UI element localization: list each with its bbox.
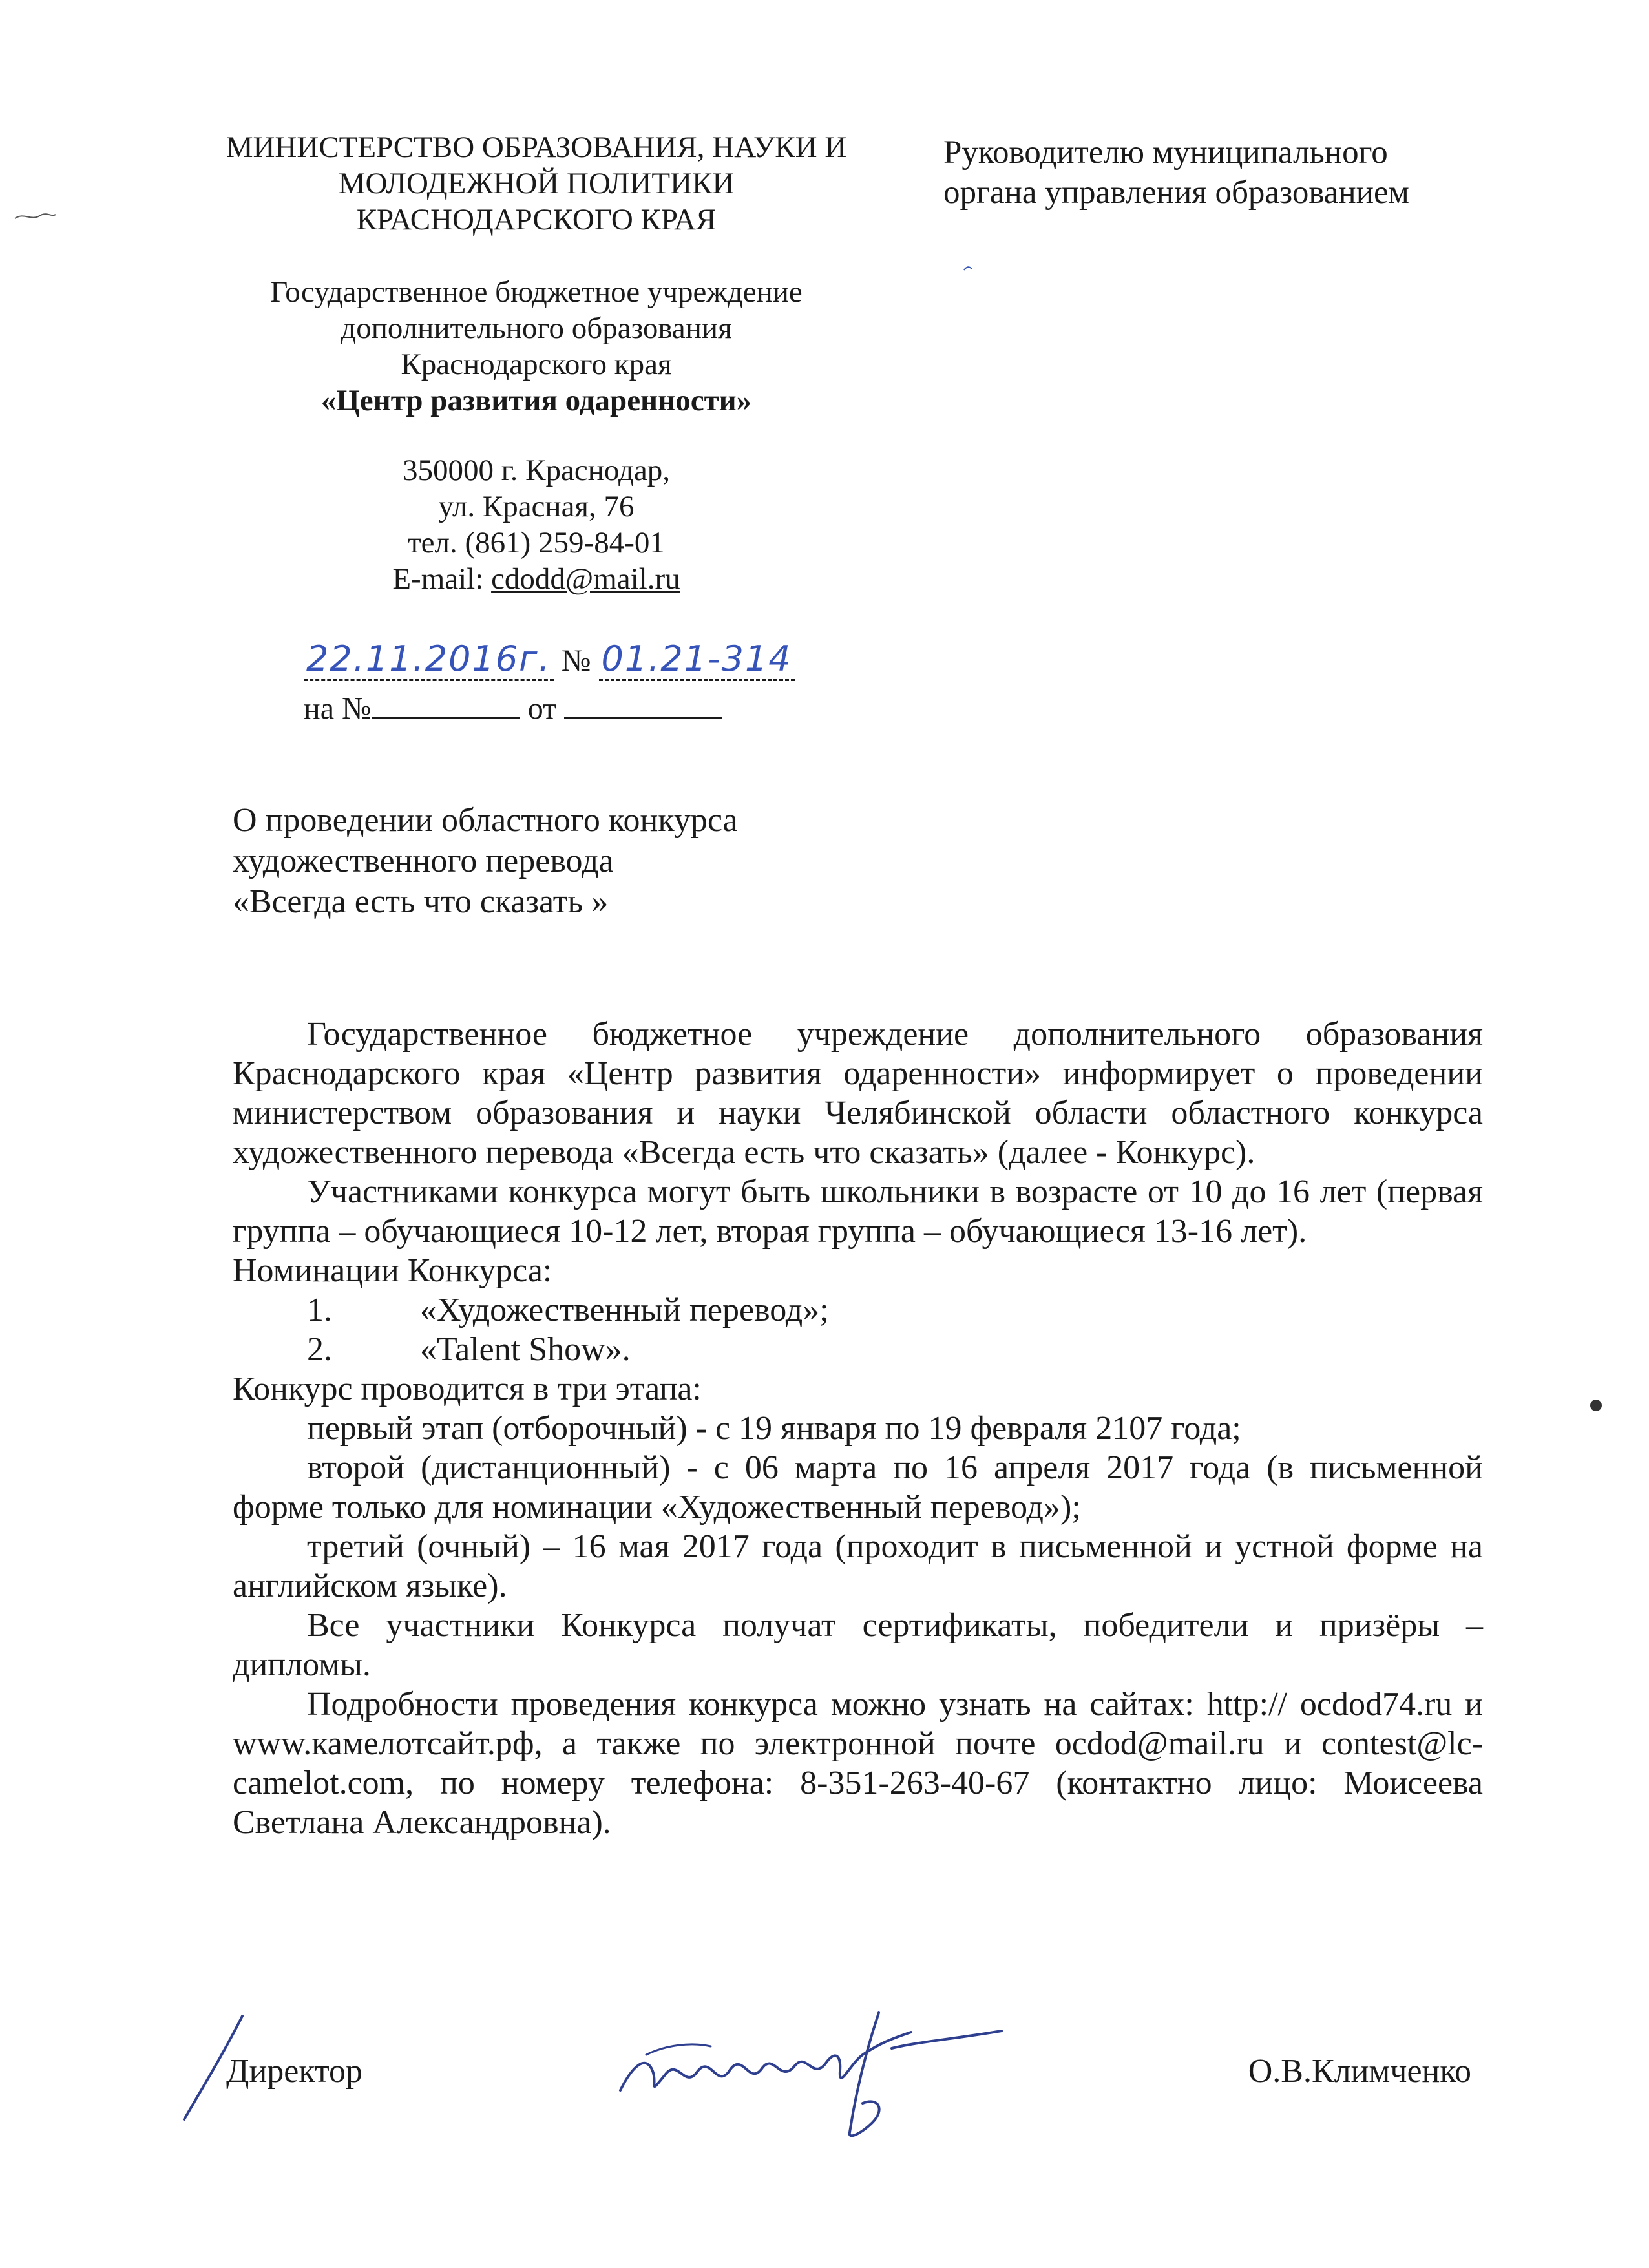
address-street: ул. Красная, 76 (438, 490, 635, 523)
address-city: 350000 г. Краснодар, (402, 454, 671, 487)
subject-line: художественного перевода (233, 843, 614, 879)
institution-block (194, 274, 879, 419)
handwritten-date: 22.11.2016г. (304, 638, 554, 681)
email-line (194, 561, 879, 597)
stages-heading: Конкурс проводится в три этапа: (233, 1370, 702, 1407)
ministry-line: КРАСНОДАРСКОГО КРАЯ (356, 203, 717, 236)
addressee-line: органа управления образованием (943, 174, 1409, 211)
contact-block (194, 452, 879, 597)
from-label: от (527, 691, 557, 726)
list-item (233, 1290, 1483, 1330)
email-label: E-mail: (392, 562, 492, 596)
nominations-heading: Номинации Конкурса: (233, 1252, 552, 1289)
handwritten-signature (607, 1993, 1008, 2142)
reference-label: на № (304, 691, 372, 726)
scan-artifact (12, 205, 57, 225)
letter-subject (233, 800, 943, 922)
institution-line: дополнительного образования (341, 311, 732, 345)
stage-first: первый этап (отборочный) - с 19 января по 19 февраля 2107 года; (307, 1410, 1241, 1447)
letterhead (194, 129, 879, 597)
list-item (233, 1330, 1483, 1369)
email-link[interactable]: cdodd@mail.ru (491, 562, 680, 596)
reference-date-blank (564, 688, 722, 719)
addressee-line: Руководителю муниципального (943, 134, 1388, 171)
institution-line: Краснодарского края (401, 348, 672, 381)
addressee (943, 132, 1557, 213)
list-number: 2. (307, 1331, 332, 1368)
details-paragraph: Подробности проведения конкурса можно узнать на сайтах: http:// ocdod74.ru и www.камелотсайт.рф, а также по электронной почте ocdod@mail.ru и contest@lc-camelot.com, по номеру телефона: 8-351-263-40-67 (контактно лицо: Моисеева Светлана Александровна). (233, 1686, 1483, 1841)
list-number: 1. (307, 1292, 332, 1328)
scan-artifact (963, 265, 973, 271)
reference-line (304, 688, 722, 728)
stage-second: второй (дистанционный) - с 06 марта по 16 апреля 2017 года (в письменной форме только для номинации «Художественный перевод»); (233, 1449, 1483, 1526)
list-text: «Talent Show». (420, 1331, 631, 1368)
certificates-paragraph: Все участники Конкурса получат сертификаты, победители и призёры – дипломы. (233, 1607, 1483, 1683)
signatory-title: Директор (226, 2053, 362, 2090)
institution-line: Государственное бюджетное учреждение (270, 275, 803, 309)
ministry-line: МОЛОДЕЖНОЙ ПОЛИТИКИ (338, 167, 735, 200)
stage-third: третий (очный) – 16 мая 2017 года (проходит в письменной и устной форме на английском языке). (233, 1528, 1483, 1604)
phone-number: тел. (861) 259-84-01 (408, 526, 665, 560)
reference-number-blank (372, 688, 520, 719)
ministry-line: МИНИСТЕРСТВО ОБРАЗОВАНИЯ, НАУКИ И (226, 131, 847, 164)
intro-paragraph: Государственное бюджетное учреждение дополнительного образования Краснодарского края «Центр развития одаренности» информирует о проведении министерством образования и науки Челябинской области областного конкурса художественного перевода «Всегда есть что сказать» (далее - Конкурс). (233, 1016, 1483, 1171)
handwritten-number: 01.21-314 (599, 638, 795, 681)
signatory-name: О.В.Климченко (1248, 2053, 1471, 2090)
scan-artifact (1586, 1396, 1606, 1415)
number-sign: № (561, 644, 591, 678)
institution-name: «Центр развития одаренности» (320, 384, 752, 417)
subject-line: «Всегда есть что сказать » (233, 883, 609, 920)
participants-paragraph: Участниками конкурса могут быть школьники в возрасте от 10 до 16 лет (первая группа – обучающиеся 10-12 лет, вторая группа – обучающиеся 13-16 лет). (233, 1173, 1483, 1250)
letter-body (233, 1014, 1483, 1842)
list-text: «Художественный перевод»; (420, 1292, 829, 1328)
subject-line: О проведении областного конкурса (233, 802, 738, 839)
registration-line (304, 640, 795, 680)
ministry-name (194, 129, 879, 238)
